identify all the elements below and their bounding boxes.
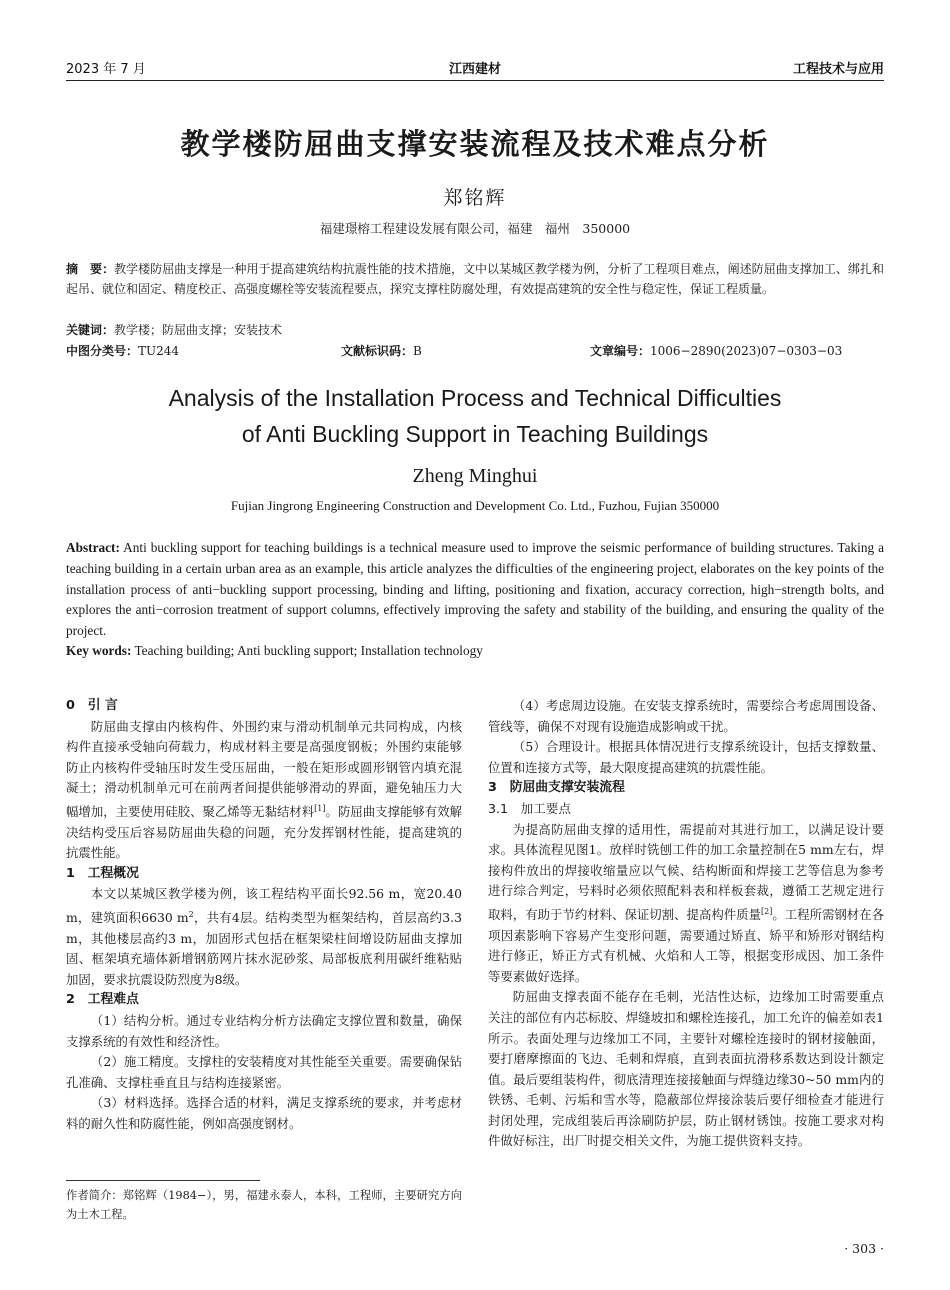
header-section: 工程技术与应用 (792, 62, 884, 77)
difficulty-1: （1）结构分析。通过专业结构分析方法确定支撑位置和数量，确保支撑系统的有效性和经济性。 (66, 1012, 462, 1049)
keywords-cn (66, 320, 884, 340)
citation-2: [2] (760, 906, 773, 916)
section-2-heading: 2 工程难点 (66, 992, 139, 1008)
title-cn: 教学楼防屈曲支撑安装流程及技术难点分析 (180, 127, 770, 161)
section-3-1-paragraph-1 (488, 820, 884, 988)
article-number (590, 341, 890, 361)
section-3-1-heading: 3.1 加工要点 (488, 800, 571, 816)
abstract-cn-text: 教学楼防屈曲支撑是一种用于提高建筑结构抗震性能的技术措施，文中以某城区教学楼为例，分析了工程项目难点，阐述防屈曲支撑加工、绑扎和起吊、就位和固定、精度校正、高强度螺栓等安装流程要点，探究支撑柱防腐处理，有效提高建筑的安全性与稳定性，保证工程质量。 (66, 262, 884, 296)
section-3-heading: 3 防屈曲支撑安装流程 (488, 780, 625, 796)
abstract-en (66, 538, 884, 642)
clc-value: TU244 (138, 344, 180, 358)
keywords-en (66, 641, 884, 662)
section-0-heading: 0 引 言 (66, 698, 118, 713)
s0-text-b: 。防屈曲支撑能够有效解决结构受压后容易防屈曲失稳的问题，充分发挥钢材性能，提高建筑的抗震性能。 (66, 803, 463, 861)
section-1-paragraph (66, 884, 462, 990)
header-journal: 江西建材 (448, 62, 501, 77)
left-column (66, 696, 462, 1134)
section-3-1-paragraph-2: 防屈曲支撑表面不能存在毛刺，光洁性达标，边缘加工时需要重点关注的部位有内芯标胶、焊缝坡扣和螺栓连接孔，加工允许的偏差如表1所示。表面处理与边缘加工不同，主要针对螺栓连接时的钢材接触面，要打磨摩擦面的飞边、毛刺和焊痕，直到表面抗滑移系数达到设计额定值。最后要组装构件，彻底清理连接接触面与焊缝边缘30~50 mm内的铁锈、毛刺、污垢和雪水等，隐蔽部位焊接涂装后要仔细检查才能进行封闭处理，完成组装后再涂刷防护层，防止钢材锈蚀。按施工要求对构件做好标注，出厂时提交相关文件，为施工提供资料支持。 (488, 989, 884, 1149)
section-0-paragraph (66, 717, 462, 864)
s0-text-a: 防屈曲支撑由内核构件、外围约束与滑动机制单元共同构成，内核构件直接承受轴向荷载力，构成材料主要是高强度钢板；外围约束能够防止内核构件受轴压时发生受压屈曲，一般在矩形或圆形钢管内填充混凝土；滑动机制单元可在前两者间提供能够滑动的界面，避免轴压力大幅增加，主要使用硅胶、聚乙烯等无黏结材料 (66, 718, 462, 819)
keywords-cn-label: 关键词： (66, 323, 115, 337)
footnote-rule (66, 1180, 260, 1181)
article-number-label: 文章编号： (590, 344, 651, 358)
keywords-en-text: Teaching building; Anti buckling support; Installation technology (134, 643, 483, 658)
author-cn: 郑铭辉 (443, 187, 507, 209)
superscript-2: 2 (188, 909, 194, 919)
s31-text-b: 。工程所需钢材在各项因素影响下容易产生变形问题，需要通过矫直、矫平和矫形对钢结构进行修正，矫正方式有机械、火焰和人工等，根据变形成因、加工条件等要素做好选择。 (488, 906, 885, 984)
difficulty-3: （3）材料选择。选择合适的材料，满足支撑系统的要求，并考虑材料的耐久性和防腐性能，例如高强度钢材。 (66, 1095, 462, 1131)
page-number: · 303 · (844, 1241, 884, 1256)
section-1-heading: 1 工程概况 (66, 865, 139, 881)
doc-code-value: B (413, 344, 422, 358)
author-footnote: 作者简介：郑铭辉（1984−），男，福建永泰人，本科，工程师，主要研究方向为土木工程。 (66, 1189, 462, 1221)
abstract-en-label: Abstract: (66, 540, 120, 555)
affiliation-cn: 福建璟榕工程建设发展有限公司，福建 福州 350000 (319, 221, 631, 236)
abstract-cn (66, 259, 884, 299)
right-column (488, 696, 884, 1152)
keywords-en-label: Key words: (66, 643, 132, 658)
doc-code (341, 341, 541, 361)
title-en-line1: Analysis of the Installation Process and Technical Difficulties (168, 385, 782, 411)
abstract-en-text: Anti buckling support for teaching buildings is a technical measure used to improve the seismic performance of building structures. Taking a teaching building in a certain urban area as an example, this article analyzes the difficulties of the engineering project, elaborates on the key points of the installation process of anti−buckling support processing, binding and lifting, positioning and fixation, accuracy correction, high−strength bolts, and explores the anti−corrosion treatment of support columns, effectively improving the safety and stability of the building, and ensuring the quality of the project. (66, 540, 884, 639)
abstract-cn-label: 摘 要： (66, 262, 115, 276)
header-rule (66, 80, 884, 81)
affiliation-en: Fujian Jingrong Engineering Construction and Development Co. Ltd., Fuzhou, Fujian 350000 (230, 498, 720, 513)
clc-label: 中图分类号： (66, 344, 139, 358)
title-en-line2: of Anti Buckling Support in Teaching Buildings (241, 421, 709, 447)
keywords-cn-text: 教学楼；防屈曲支撑；安装技术 (114, 323, 283, 337)
difficulty-5: （5）合理设计。根据具体情况进行支撑系统设计，包括支撑数量、位置和连接方式等，最大限度提高建筑的抗震性能。 (488, 739, 884, 775)
author-en: Zheng Minghui (412, 465, 538, 487)
s1-text-b: ，共有4层。结构类型为框架结构，首层高约3.3 m，其他楼层高约3 m，加固形式包括在框架梁柱间增设防屈曲支撑加固、框架填充墙体新增钢筋网片抹水泥砂浆、局部板底利用碳纤维粘贴加固，要求抗震设防烈度为8级。 (66, 909, 462, 987)
header-date: 2023 年 7 月 (66, 62, 146, 77)
s31-text-a: 为提高防屈曲支撑的适用性，需提前对其进行加工，以满足设计要求。具体流程见图1。放样时铣刨工件的加工余量控制在5 mm左右，焊接构件放出的焊接收缩量应以气候、结构断面和焊接工艺等信息为参考进行综合判定，号料时必须依照配料表和样板套裁，遵循工艺规定进行取料，有助于节约材料、保证切割、提高构件质量 (488, 821, 884, 922)
citation-1: [1] (314, 803, 326, 813)
difficulty-2: （2）施工精度。支撑柱的安装精度对其性能至关重要。需要确保钻孔准确、支撑柱垂直且与结构连接紧密。 (66, 1054, 462, 1090)
doc-code-label: 文献标识码： (341, 344, 414, 358)
article-number-value: 1006−2890(2023)07−0303−03 (650, 344, 843, 358)
s1-text-a: 本文以某城区教学楼为例，该工程结构平面长92.56 m，宽20.40 m，建筑面积6630 m (66, 886, 462, 925)
difficulty-4: （4）考虑周边设施。在安装支撑系统时，需要综合考虑周围设备、管线等，确保不对现有设施造成影响或干扰。 (488, 698, 884, 734)
